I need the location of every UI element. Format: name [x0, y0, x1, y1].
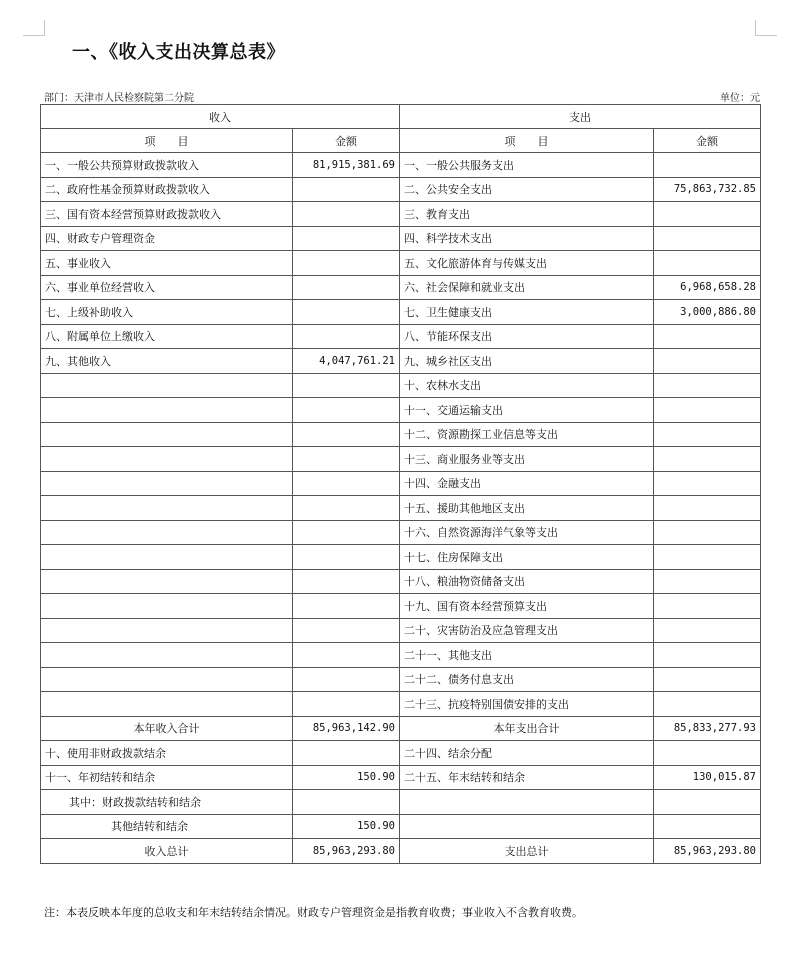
- table-row: [41, 202, 761, 227]
- crop-mark-top-right: [755, 20, 778, 36]
- table-row: [41, 594, 761, 619]
- expense-amount-cell: [654, 569, 761, 594]
- income-item-cell: [41, 496, 293, 521]
- table-row: [41, 839, 761, 864]
- expense-item-cell: 十三、商业服务业等支出: [400, 447, 654, 472]
- income-item-cell: [41, 422, 293, 447]
- income-amount-cell: 150.90: [293, 814, 400, 839]
- income-amount-header: 金额: [293, 129, 400, 153]
- income-amount-cell: [293, 594, 400, 619]
- expense-amount-cell: [654, 202, 761, 227]
- table-row: [41, 447, 761, 472]
- crop-mark-top-left: [22, 20, 45, 36]
- expense-amount-cell: [654, 422, 761, 447]
- table-row: [41, 275, 761, 300]
- income-item-cell: [41, 569, 293, 594]
- expense-amount-cell: [654, 496, 761, 521]
- expense-item-cell: 五、文化旅游体育与传媒支出: [400, 251, 654, 276]
- table-row: [41, 618, 761, 643]
- table-row: [41, 643, 761, 668]
- income-item-cell: 二、政府性基金预算财政拨款收入: [41, 177, 293, 202]
- expense-amount-cell: [654, 594, 761, 619]
- income-item-header: 项 目: [41, 129, 293, 153]
- expense-item-cell: 二十四、结余分配: [400, 741, 654, 766]
- income-item-cell: 六、事业单位经营收入: [41, 275, 293, 300]
- expense-item-cell: 二十二、债务付息支出: [400, 667, 654, 692]
- income-amount-cell: [293, 251, 400, 276]
- table-row: [41, 471, 761, 496]
- income-item-cell: [41, 398, 293, 423]
- table-row: [41, 520, 761, 545]
- expense-item-cell: 七、卫生健康支出: [400, 300, 654, 325]
- income-item-cell: 本年收入合计: [41, 716, 293, 741]
- income-amount-cell: [293, 545, 400, 570]
- table-row: [41, 398, 761, 423]
- expense-amount-cell: [654, 447, 761, 472]
- expense-item-cell: 十七、住房保障支出: [400, 545, 654, 570]
- income-amount-cell: 150.90: [293, 765, 400, 790]
- income-item-cell: [41, 471, 293, 496]
- income-amount-cell: [293, 569, 400, 594]
- table-row: [41, 814, 761, 839]
- table-row: [41, 569, 761, 594]
- income-item-cell: [41, 594, 293, 619]
- header-row-sections: [41, 105, 761, 129]
- expense-item-cell: 十一、交通运输支出: [400, 398, 654, 423]
- table-row: [41, 349, 761, 374]
- table-row: [41, 153, 761, 178]
- expense-item-cell: 三、教育支出: [400, 202, 654, 227]
- income-amount-cell: [293, 741, 400, 766]
- expense-item-cell: 九、城乡社区支出: [400, 349, 654, 374]
- expense-item-cell: 本年支出合计: [400, 716, 654, 741]
- table-row: [41, 226, 761, 251]
- expense-item-cell: 十九、国有资本经营预算支出: [400, 594, 654, 619]
- income-item-cell: 十一、年初结转和结余: [41, 765, 293, 790]
- expense-item-cell: 一、一般公共服务支出: [400, 153, 654, 178]
- expense-amount-cell: [654, 814, 761, 839]
- income-amount-cell: 85,963,293.80: [293, 839, 400, 864]
- expense-amount-cell: [654, 741, 761, 766]
- expense-item-cell: 二、公共安全支出: [400, 177, 654, 202]
- footnote: 注：本表反映本年度的总收支和年末结转结余情况。财政专户管理资金是指教育收费；事业收入不含教育收费。: [44, 906, 583, 919]
- expense-amount-cell: 130,015.87: [654, 765, 761, 790]
- expense-item-cell: 十二、资源勘探工业信息等支出: [400, 422, 654, 447]
- expense-item-cell: 二十一、其他支出: [400, 643, 654, 668]
- table-row: [41, 545, 761, 570]
- income-item-cell: 四、财政专户管理资金: [41, 226, 293, 251]
- expense-item-cell: 十六、自然资源海洋气象等支出: [400, 520, 654, 545]
- income-item-cell: 其他结转和结余: [41, 814, 293, 839]
- expense-item-cell: 四、科学技术支出: [400, 226, 654, 251]
- header-row-columns: [41, 129, 761, 153]
- page-title: 一、《收入支出决算总表》: [72, 42, 285, 63]
- income-item-cell: [41, 520, 293, 545]
- income-item-cell: 八、附属单位上缴收入: [41, 324, 293, 349]
- income-amount-cell: 81,915,381.69: [293, 153, 400, 178]
- table-row: [41, 765, 761, 790]
- income-amount-cell: [293, 324, 400, 349]
- income-item-cell: [41, 447, 293, 472]
- expense-amount-cell: [654, 153, 761, 178]
- expense-item-cell: 十、农林水支出: [400, 373, 654, 398]
- table-row: [41, 177, 761, 202]
- expense-amount-cell: [654, 643, 761, 668]
- table-row: [41, 496, 761, 521]
- income-amount-cell: 4,047,761.21: [293, 349, 400, 374]
- income-amount-cell: [293, 471, 400, 496]
- expense-amount-cell: [654, 520, 761, 545]
- table-row: [41, 741, 761, 766]
- expense-amount-cell: 85,963,293.80: [654, 839, 761, 864]
- table-row: [41, 692, 761, 717]
- table-row: [41, 790, 761, 815]
- expense-item-cell: 二十三、抗疫特别国债安排的支出: [400, 692, 654, 717]
- expense-item-cell: 十五、援助其他地区支出: [400, 496, 654, 521]
- expense-amount-cell: [654, 545, 761, 570]
- income-amount-cell: [293, 226, 400, 251]
- meta-row: [40, 89, 760, 103]
- income-item-cell: 七、上级补助收入: [41, 300, 293, 325]
- expense-section-header: 支出: [400, 105, 761, 129]
- expense-amount-cell: [654, 226, 761, 251]
- summary-table: [40, 104, 761, 864]
- income-item-cell: [41, 667, 293, 692]
- table-row: [41, 373, 761, 398]
- income-item-cell: 其中：财政拨款结转和结余: [41, 790, 293, 815]
- income-item-cell: 九、其他收入: [41, 349, 293, 374]
- income-amount-cell: [293, 422, 400, 447]
- expense-item-cell: 二十、灾害防治及应急管理支出: [400, 618, 654, 643]
- income-amount-cell: [293, 177, 400, 202]
- department-label: 部门：天津市人民检察院第二分院: [44, 93, 194, 104]
- income-item-cell: 三、国有资本经营预算财政拨款收入: [41, 202, 293, 227]
- income-item-cell: 十、使用非财政拨款结余: [41, 741, 293, 766]
- table-row: [41, 251, 761, 276]
- expense-item-cell: 支出总计: [400, 839, 654, 864]
- expense-item-cell: 二十五、年末结转和结余: [400, 765, 654, 790]
- table-row: [41, 422, 761, 447]
- table-row: [41, 716, 761, 741]
- income-item-cell: [41, 373, 293, 398]
- expense-item-cell: 六、社会保障和就业支出: [400, 275, 654, 300]
- expense-amount-cell: 85,833,277.93: [654, 716, 761, 741]
- unit-label: 单位：元: [720, 93, 760, 104]
- income-item-cell: 五、事业收入: [41, 251, 293, 276]
- expense-item-cell: 十四、金融支出: [400, 471, 654, 496]
- income-item-cell: 一、一般公共预算财政拨款收入: [41, 153, 293, 178]
- table-row: [41, 667, 761, 692]
- expense-item-cell: [400, 814, 654, 839]
- expense-amount-cell: [654, 471, 761, 496]
- income-item-cell: [41, 643, 293, 668]
- expense-amount-header: 金额: [654, 129, 761, 153]
- income-amount-cell: [293, 667, 400, 692]
- expense-amount-cell: [654, 373, 761, 398]
- expense-amount-cell: 3,000,886.80: [654, 300, 761, 325]
- table-row: [41, 300, 761, 325]
- income-item-cell: [41, 692, 293, 717]
- income-amount-cell: [293, 300, 400, 325]
- expense-amount-cell: [654, 324, 761, 349]
- expense-amount-cell: [654, 790, 761, 815]
- income-item-cell: [41, 545, 293, 570]
- expense-amount-cell: [654, 349, 761, 374]
- income-section-header: 收入: [41, 105, 400, 129]
- income-amount-cell: [293, 643, 400, 668]
- expense-item-cell: [400, 790, 654, 815]
- expense-amount-cell: [654, 618, 761, 643]
- income-amount-cell: 85,963,142.90: [293, 716, 400, 741]
- income-amount-cell: [293, 275, 400, 300]
- expense-amount-cell: [654, 398, 761, 423]
- expense-item-cell: 八、节能环保支出: [400, 324, 654, 349]
- income-item-cell: [41, 618, 293, 643]
- income-amount-cell: [293, 398, 400, 423]
- expense-amount-cell: 6,968,658.28: [654, 275, 761, 300]
- expense-amount-cell: [654, 667, 761, 692]
- income-amount-cell: [293, 373, 400, 398]
- income-amount-cell: [293, 618, 400, 643]
- income-amount-cell: [293, 790, 400, 815]
- income-amount-cell: [293, 202, 400, 227]
- expense-item-cell: 十八、粮油物资储备支出: [400, 569, 654, 594]
- expense-amount-cell: [654, 692, 761, 717]
- income-amount-cell: [293, 447, 400, 472]
- expense-item-header: 项 目: [400, 129, 654, 153]
- income-item-cell: 收入总计: [41, 839, 293, 864]
- income-amount-cell: [293, 496, 400, 521]
- income-amount-cell: [293, 520, 400, 545]
- income-amount-cell: [293, 692, 400, 717]
- expense-amount-cell: [654, 251, 761, 276]
- expense-amount-cell: 75,863,732.85: [654, 177, 761, 202]
- table-row: [41, 324, 761, 349]
